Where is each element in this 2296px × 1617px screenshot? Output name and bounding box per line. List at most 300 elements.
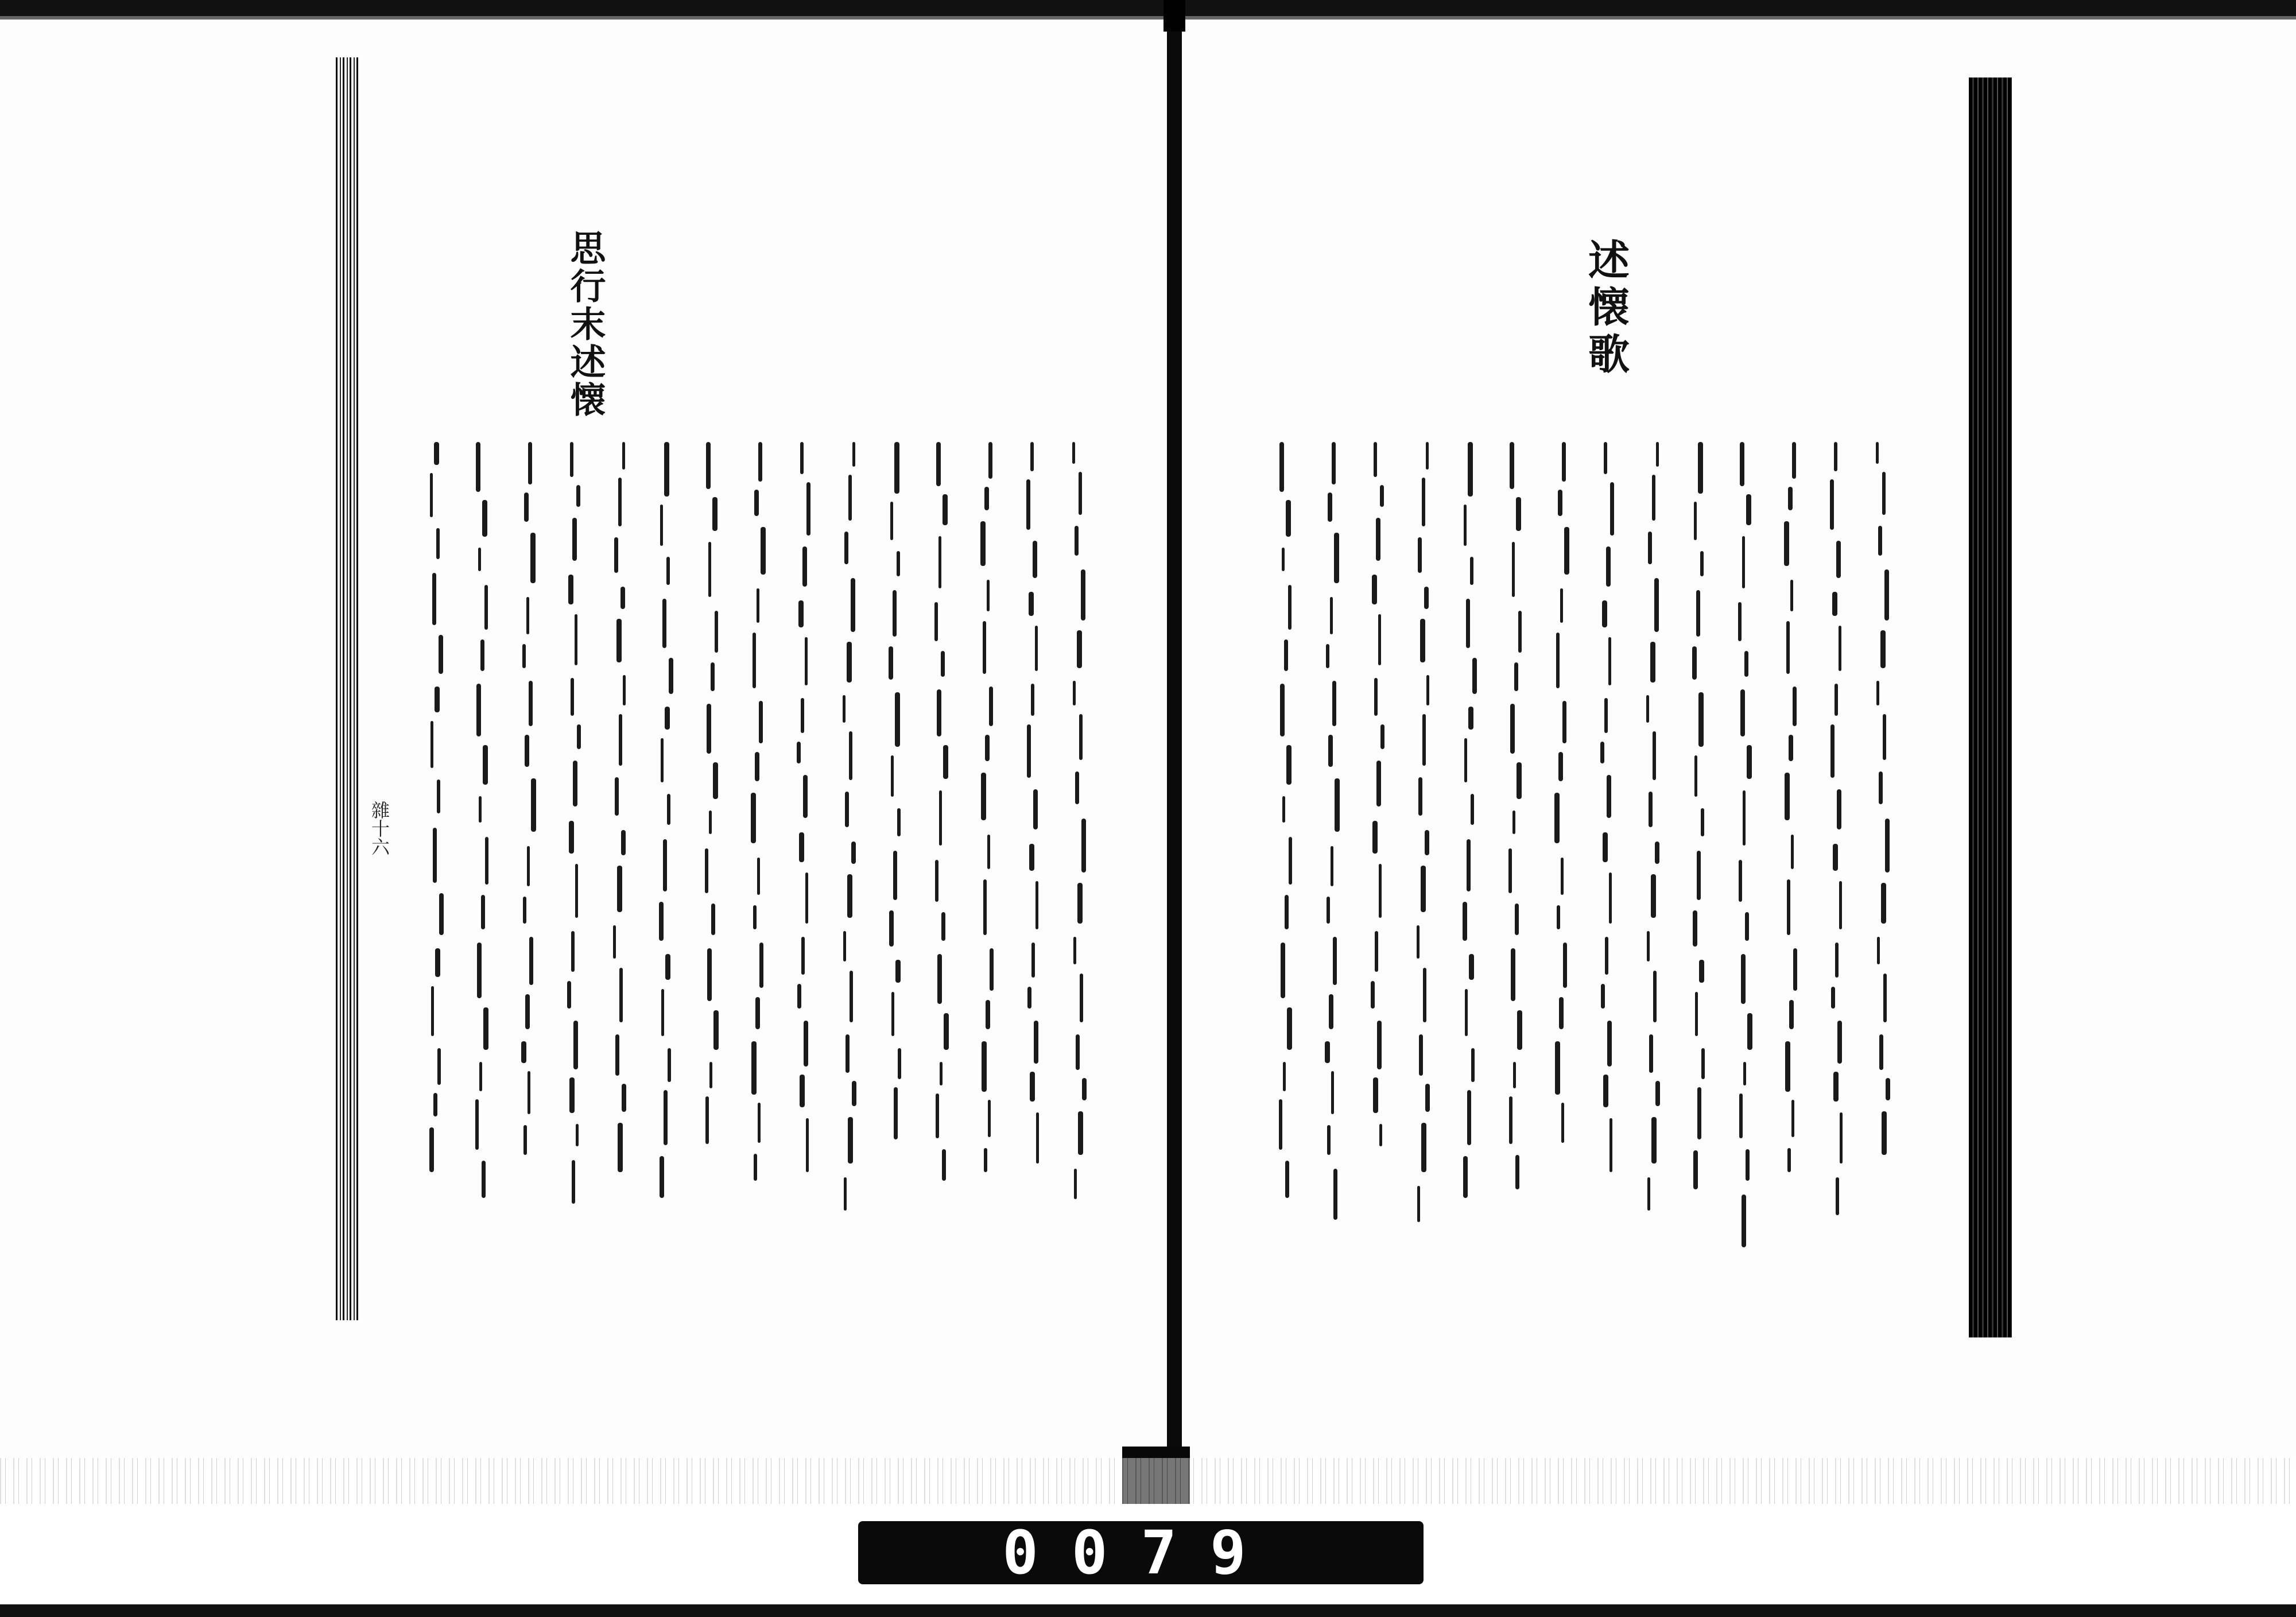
calligraphy-stroke (1076, 1034, 1080, 1070)
calligraphy-stroke (1699, 960, 1704, 983)
calligraphy-stroke (800, 1075, 805, 1107)
calligraphy-stroke (715, 611, 718, 653)
calligraphy-stroke (757, 858, 760, 895)
calligraphy-stroke (845, 792, 849, 827)
calligraphy-stroke (1740, 442, 1744, 486)
poem-column (1446, 402, 1492, 1263)
calligraphy-stroke (1421, 1123, 1426, 1172)
calligraphy-stroke (568, 575, 573, 604)
calligraphy-stroke (1288, 585, 1292, 630)
calligraphy-stroke (1075, 771, 1079, 804)
calligraphy-stroke (850, 971, 853, 1022)
calligraphy-stroke (894, 1087, 898, 1139)
calligraphy-stroke (1074, 1169, 1077, 1199)
calligraphy-stroke (1562, 701, 1566, 743)
calligraphy-stroke (613, 925, 616, 959)
calligraphy-stroke (1793, 687, 1797, 726)
calligraphy-stroke (1077, 630, 1082, 668)
calligraphy-stroke (1279, 442, 1284, 492)
calligraphy-stroke (480, 639, 484, 671)
calligraphy-stroke (1516, 497, 1521, 531)
calligraphy-stroke (1832, 592, 1837, 616)
calligraphy-stroke (430, 473, 433, 517)
poem-column (1676, 402, 1722, 1263)
poem-column (1492, 402, 1538, 1263)
calligraphy-stroke (1328, 493, 1332, 522)
calligraphy-stroke (1030, 1072, 1035, 1102)
calligraphy-stroke (1033, 541, 1037, 578)
calligraphy-stroke (664, 442, 669, 497)
calligraphy-stroke (889, 646, 893, 680)
calligraphy-stroke (1605, 937, 1608, 975)
left-page-edge (336, 57, 360, 1320)
calligraphy-stroke (1880, 630, 1886, 668)
calligraphy-stroke (1837, 1021, 1842, 1064)
calligraphy-stroke (1509, 1096, 1512, 1144)
calligraphy-stroke (755, 997, 760, 1029)
calligraphy-stroke (1655, 1081, 1660, 1106)
calligraphy-stroke (852, 442, 855, 467)
calligraphy-stroke (623, 675, 626, 705)
calligraphy-stroke (1417, 1186, 1420, 1222)
calligraphy-stroke (848, 475, 852, 521)
calligraphy-stroke (1418, 537, 1422, 573)
poem-column (597, 402, 643, 1263)
calligraphy-stroke (711, 903, 715, 935)
calligraphy-stroke (1789, 735, 1793, 761)
calligraphy-stroke (1698, 442, 1703, 494)
calligraphy-stroke (1785, 1041, 1790, 1092)
calligraphy-stroke (1467, 839, 1471, 891)
calligraphy-stroke (939, 790, 942, 846)
calligraphy-stroke (434, 442, 439, 465)
calligraphy-stroke (753, 905, 757, 929)
calligraphy-stroke (757, 588, 759, 623)
calligraphy-stroke (848, 1117, 853, 1164)
left-page-title: 思行末述懐 (564, 230, 606, 419)
calligraphy-stroke (711, 662, 715, 691)
calligraphy-stroke (1518, 611, 1522, 653)
calligraphy-stroke (754, 490, 759, 516)
calligraphy-stroke (1878, 526, 1882, 556)
poem-column (1056, 402, 1102, 1263)
calligraphy-stroke (847, 874, 852, 918)
calligraphy-stroke (1082, 1078, 1087, 1100)
calligraphy-stroke (1648, 532, 1652, 564)
poem-column (1355, 402, 1401, 1263)
calligraphy-stroke (571, 931, 575, 972)
calligraphy-stroke (1419, 1034, 1423, 1076)
calligraphy-stroke (1561, 858, 1564, 895)
calligraphy-stroke (436, 528, 440, 559)
gutter-clamp-top (1163, 0, 1185, 32)
calligraphy-stroke (669, 658, 673, 694)
calligraphy-stroke (806, 1118, 809, 1172)
calligraphy-stroke (475, 1099, 479, 1150)
poem-column (1263, 402, 1309, 1263)
calligraphy-stroke (706, 442, 711, 489)
calligraphy-stroke (1747, 745, 1752, 779)
calligraphy-stroke (1739, 1093, 1743, 1138)
calligraphy-stroke (707, 948, 712, 1001)
calligraphy-stroke (1332, 681, 1336, 726)
calligraphy-stroke (662, 599, 666, 648)
calligraphy-stroke (1425, 830, 1429, 855)
calligraphy-stroke (897, 551, 900, 576)
calligraphy-stroke (479, 796, 482, 823)
calligraphy-stroke (938, 536, 941, 588)
poem-column (551, 402, 597, 1263)
calligraphy-stroke (1027, 987, 1031, 1009)
calligraphy-stroke (1787, 879, 1790, 935)
calligraphy-stroke (1555, 1041, 1560, 1095)
poem-column (413, 402, 459, 1263)
calligraphy-stroke (1564, 527, 1569, 575)
calligraphy-stroke (439, 893, 444, 935)
poem-column (918, 402, 964, 1263)
calligraphy-stroke (1466, 599, 1470, 648)
calligraphy-stroke (437, 780, 440, 813)
calligraphy-stroke (1561, 1103, 1564, 1143)
calligraphy-stroke (843, 931, 846, 961)
calligraphy-stroke (1282, 796, 1285, 823)
calligraphy-stroke (1738, 602, 1742, 641)
calligraphy-stroke (1701, 808, 1704, 836)
calligraphy-stroke (804, 1021, 808, 1067)
calligraphy-stroke (1463, 902, 1467, 941)
calligraphy-stroke (708, 542, 711, 597)
right-page-edge (1969, 77, 2012, 1337)
calligraphy-stroke (1467, 1090, 1471, 1145)
calligraphy-stroke (844, 1177, 847, 1211)
calligraphy-stroke (941, 651, 945, 677)
calligraphy-stroke (1423, 968, 1426, 1022)
calligraphy-stroke (1035, 626, 1038, 671)
calligraphy-stroke (577, 724, 581, 749)
calligraphy-stroke (529, 937, 533, 985)
calligraphy-stroke (1742, 536, 1745, 588)
calligraphy-stroke (1081, 819, 1086, 873)
calligraphy-stroke (1740, 689, 1745, 736)
calligraphy-stroke (1653, 731, 1656, 780)
calligraphy-stroke (575, 864, 578, 918)
calligraphy-stroke (849, 731, 852, 780)
calligraphy-stroke (1287, 1007, 1292, 1050)
calligraphy-stroke (895, 960, 901, 983)
calligraphy-stroke (984, 487, 989, 510)
calligraphy-stroke (619, 968, 623, 1022)
calligraphy-stroke (1031, 943, 1035, 978)
calligraphy-stroke (983, 879, 987, 935)
calligraphy-stroke (1744, 651, 1748, 677)
calligraphy-stroke (755, 752, 759, 781)
calligraphy-stroke (987, 835, 990, 869)
calligraphy-stroke (664, 1090, 668, 1145)
calligraphy-stroke (1424, 587, 1429, 609)
calligraphy-stroke (485, 837, 488, 885)
calligraphy-stroke (1830, 479, 1834, 530)
calligraphy-stroke (435, 948, 440, 977)
calligraphy-stroke (1081, 569, 1085, 621)
calligraphy-stroke (1789, 1000, 1794, 1029)
calligraphy-stroke (1836, 1177, 1839, 1215)
calligraphy-stroke (618, 1123, 623, 1172)
calligraphy-stroke (1508, 848, 1512, 893)
calligraphy-stroke (616, 619, 622, 662)
calligraphy-stroke (1876, 442, 1879, 464)
calligraphy-stroke (576, 1124, 579, 1146)
calligraphy-stroke (661, 738, 664, 782)
poem-column (735, 402, 781, 1263)
calligraphy-stroke (1649, 792, 1653, 827)
calligraphy-stroke (1604, 698, 1608, 733)
calligraphy-stroke (1380, 485, 1384, 507)
calligraphy-stroke (1374, 442, 1377, 477)
calligraphy-stroke (1373, 1077, 1378, 1113)
calligraphy-stroke (1279, 1099, 1282, 1150)
calligraphy-stroke (1790, 580, 1793, 611)
calligraphy-stroke (1286, 500, 1291, 537)
calligraphy-stroke (1562, 442, 1566, 482)
calligraphy-stroke (1515, 903, 1519, 935)
calligraphy-stroke (482, 500, 487, 537)
calligraphy-stroke (666, 557, 670, 585)
calligraphy-stroke (528, 1071, 530, 1114)
calligraphy-stroke (709, 1062, 712, 1088)
calligraphy-stroke (1335, 778, 1340, 832)
calligraphy-stroke (528, 442, 532, 484)
calligraphy-stroke (1879, 1034, 1883, 1070)
calligraphy-stroke (483, 1007, 488, 1050)
calligraphy-stroke (1742, 1195, 1746, 1247)
calligraphy-stroke (1693, 910, 1697, 947)
calligraphy-stroke (529, 681, 533, 726)
calligraphy-stroke (1376, 518, 1380, 561)
calligraphy-stroke (1078, 1111, 1083, 1155)
poem-column (1768, 402, 1814, 1263)
calligraphy-stroke (1073, 937, 1076, 964)
calligraphy-stroke (477, 943, 482, 998)
calligraphy-stroke (1422, 714, 1426, 766)
calligraphy-stroke (1836, 541, 1841, 578)
calligraphy-stroke (1881, 883, 1886, 924)
calligraphy-stroke (660, 505, 663, 546)
calligraphy-stroke (1607, 775, 1611, 818)
calligraphy-stroke (660, 1156, 664, 1198)
poem-column (1630, 402, 1676, 1263)
calligraphy-stroke (1510, 442, 1514, 489)
calligraphy-stroke (1072, 442, 1075, 464)
poem-column (1309, 402, 1355, 1263)
calligraphy-stroke (1786, 621, 1790, 674)
calligraphy-stroke (847, 642, 852, 683)
calligraphy-stroke (1425, 1084, 1430, 1112)
calligraphy-stroke (1882, 1111, 1887, 1155)
calligraphy-stroke (1333, 937, 1337, 985)
calligraphy-stroke (571, 678, 574, 716)
calligraphy-stroke (523, 897, 526, 924)
poem-column (1860, 402, 1906, 1263)
calligraphy-stroke (1839, 881, 1842, 929)
calligraphy-stroke (526, 597, 529, 634)
calligraphy-stroke (1884, 569, 1889, 621)
calligraphy-stroke (935, 860, 938, 902)
poem-column (459, 402, 505, 1263)
calligraphy-stroke (985, 735, 990, 761)
calligraphy-stroke (1739, 860, 1742, 902)
calligraphy-stroke (1079, 714, 1083, 760)
calligraphy-stroke (936, 442, 941, 486)
calligraphy-stroke (713, 762, 718, 799)
calligraphy-stroke (1511, 948, 1515, 1001)
calligraphy-stroke (1464, 505, 1467, 546)
calligraphy-stroke (1883, 714, 1886, 760)
calligraphy-stroke (484, 585, 488, 630)
calligraphy-stroke (1606, 546, 1611, 587)
scan-top-edge (0, 0, 2296, 16)
calligraphy-stroke (1647, 931, 1650, 961)
calligraphy-stroke (1281, 943, 1285, 998)
calligraphy-stroke (1700, 551, 1704, 576)
calligraphy-stroke (525, 994, 530, 1029)
calligraphy-stroke (843, 695, 846, 723)
calligraphy-stroke (1420, 619, 1425, 662)
calligraphy-stroke (1036, 1112, 1039, 1164)
calligraphy-stroke (1465, 989, 1468, 1036)
calligraphy-stroke (1513, 1062, 1516, 1088)
calligraphy-stroke (1883, 974, 1887, 1022)
calligraphy-stroke (433, 828, 437, 883)
calligraphy-stroke (567, 981, 571, 1009)
calligraphy-stroke (661, 989, 664, 1036)
calligraphy-stroke (522, 644, 526, 668)
calligraphy-stroke (521, 1041, 526, 1063)
calligraphy-stroke (897, 808, 901, 836)
calligraphy-stroke (622, 1084, 626, 1112)
calligraphy-stroke (798, 600, 804, 627)
calligraphy-stroke (712, 497, 718, 531)
calligraphy-stroke (1697, 851, 1701, 900)
calligraphy-stroke (941, 912, 945, 941)
poem-column (781, 402, 827, 1263)
calligraphy-stroke (1886, 1078, 1890, 1100)
calligraphy-stroke (531, 778, 536, 832)
calligraphy-stroke (1693, 1150, 1698, 1189)
calligraphy-stroke (1560, 588, 1563, 623)
calligraphy-stroke (1326, 644, 1329, 668)
calligraphy-stroke (1834, 442, 1837, 471)
calligraphy-stroke (1027, 724, 1031, 778)
calligraphy-stroke (1510, 704, 1515, 754)
calligraphy-stroke (1837, 789, 1841, 829)
calligraphy-stroke (614, 537, 618, 573)
calligraphy-stroke (1327, 1125, 1331, 1155)
calligraphy-stroke (759, 701, 763, 743)
calligraphy-stroke (1741, 954, 1746, 1004)
calligraphy-stroke (569, 1077, 575, 1113)
calligraphy-stroke (1376, 761, 1381, 806)
calligraphy-stroke (1607, 1021, 1612, 1067)
calligraphy-stroke (1468, 707, 1473, 730)
calligraphy-stroke (1791, 1100, 1794, 1137)
calligraphy-stroke (1378, 614, 1381, 665)
calligraphy-stroke (751, 1041, 757, 1095)
calligraphy-stroke (1558, 490, 1562, 516)
calligraphy-stroke (937, 954, 942, 1004)
calligraphy-stroke (1835, 684, 1838, 716)
section-marker: 雜十六 (369, 801, 390, 856)
calligraphy-stroke (753, 633, 756, 688)
calligraphy-stroke (761, 527, 766, 575)
calligraphy-stroke (705, 1096, 709, 1144)
calligraphy-stroke (1073, 681, 1076, 705)
calligraphy-stroke (478, 548, 481, 571)
calligraphy-stroke (617, 866, 622, 912)
calligraphy-stroke (799, 832, 804, 862)
calligraphy-stroke (751, 793, 756, 843)
calligraphy-stroke (803, 775, 808, 818)
calligraphy-stroke (1418, 777, 1422, 816)
calligraphy-stroke (1512, 542, 1515, 597)
calligraphy-stroke (1280, 684, 1285, 736)
calligraphy-stroke (1372, 575, 1377, 604)
poem-column (1584, 402, 1630, 1263)
calligraphy-stroke (1380, 724, 1384, 749)
calligraphy-stroke (1329, 994, 1333, 1029)
calligraphy-stroke (1512, 811, 1515, 834)
calligraphy-stroke (893, 590, 897, 637)
calligraphy-stroke (429, 1127, 434, 1172)
calligraphy-stroke (1029, 592, 1034, 616)
calligraphy-stroke (707, 704, 711, 754)
calligraphy-stroke (1604, 442, 1607, 474)
calligraphy-stroke (713, 1010, 719, 1050)
calligraphy-stroke (437, 1048, 441, 1085)
poem-column (1401, 402, 1446, 1263)
calligraphy-stroke (523, 1125, 527, 1155)
frame-number: 0079 (1002, 1518, 1279, 1588)
calligraphy-stroke (1656, 442, 1659, 467)
calligraphy-stroke (943, 494, 948, 525)
calligraphy-stroke (1377, 1021, 1382, 1069)
calligraphy-stroke (1517, 762, 1522, 799)
calligraphy-stroke (1372, 821, 1378, 854)
calligraphy-stroke (1877, 937, 1880, 964)
calligraphy-stroke (1743, 1062, 1746, 1085)
calligraphy-stroke (844, 532, 848, 564)
calligraphy-stroke (1697, 1087, 1701, 1139)
calligraphy-stroke (433, 1093, 437, 1116)
calligraphy-stroke (1515, 1155, 1519, 1189)
calligraphy-stroke (525, 735, 529, 767)
calligraphy-stroke (1379, 1124, 1382, 1146)
calligraphy-stroke (1077, 883, 1083, 924)
calligraphy-stroke (1079, 472, 1082, 515)
calligraphy-stroke (572, 1160, 575, 1204)
calligraphy-stroke (569, 821, 574, 854)
calligraphy-stroke (1563, 943, 1567, 988)
calligraphy-stroke (1743, 790, 1746, 846)
calligraphy-stroke (1653, 971, 1657, 1022)
calligraphy-stroke (1784, 521, 1789, 566)
calligraphy-stroke (988, 1100, 991, 1137)
calligraphy-stroke (665, 954, 670, 980)
calligraphy-stroke (1331, 846, 1333, 886)
calligraphy-stroke (1285, 895, 1289, 929)
calligraphy-stroke (934, 602, 938, 641)
calligraphy-stroke (1556, 633, 1560, 688)
calligraphy-stroke (1601, 984, 1605, 1009)
